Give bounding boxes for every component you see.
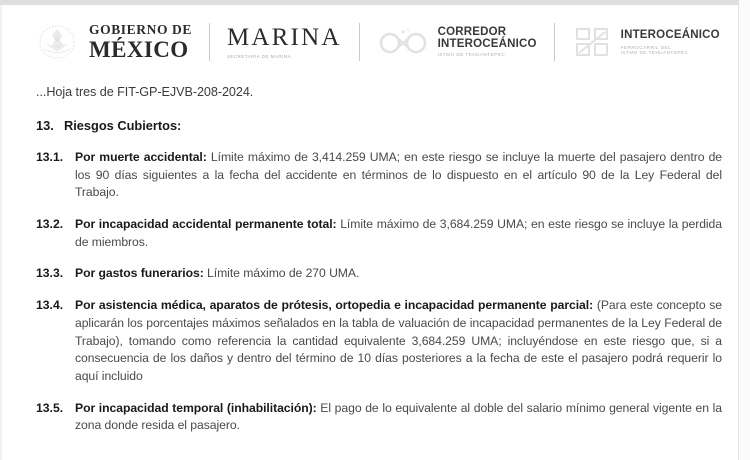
ferrocarril-line-3: ISTMO DE TEHUANTEPEC (620, 49, 689, 55)
corredor-wordmark (438, 26, 537, 58)
gobierno-de-mexico-logo (34, 19, 192, 65)
scan-right-rule (738, 5, 739, 460)
document-header (34, 14, 720, 70)
ferrocarril-istmo-tehuantepec-icon (572, 23, 612, 61)
marina-logo (227, 25, 342, 59)
header-divider-2 (359, 23, 360, 61)
ferrocarril-line-2: FERROCARRIL DEL (620, 44, 672, 50)
item-number: 13.5. (36, 400, 64, 415)
ferrocarril-line-1: INTEROCEÁNICO (620, 29, 720, 42)
item-number: 13.4. (36, 298, 64, 313)
item-text (75, 297, 722, 385)
item-text (75, 216, 722, 251)
corredor-line-2: INTEROCEÁNICO (437, 38, 537, 51)
gobierno-de-mexico-wordmark (89, 23, 192, 62)
clause-heading (36, 118, 722, 133)
ferrocarril-wordmark (621, 29, 720, 55)
scan-left-edge (0, 5, 2, 460)
item-body: Límite máximo de 3,414.259 UMA; en este riesgo se incluye la muerte del pasajero dentro de los 90 días siguientes a la fecha del accidente en términos de lo dispuesto en el artículo 90 de la Ley Federal del Trabajo. (75, 150, 723, 200)
ferrocarril-istmo-logo (572, 23, 720, 61)
gobierno-line-2: MÉXICO (89, 37, 189, 63)
corredor-interoceanico-loop-icon (377, 27, 429, 57)
clause-item (36, 265, 722, 283)
item-body: El pago de lo equivalente al doble del salario mínimo general vigente en la zona donde resida el pasajero. (75, 400, 723, 433)
item-body: (Para este concepto se aplicarán los porcentajes máximos señalados en la tabla de valuación de incapacidad permanentes de la Ley Federal de Trabajo), tomando como referencia la cantidad equivalente 3,684.259 UMA; incluyéndose en este riesgo que, si a consecuencia de los daños y dentro del término de 10 días posteriores a la fecha de este el pasajero podrá requerir lo aquí incluido (75, 298, 722, 383)
corredor-line-3: ISTMO DE TEHUANTEPEC (437, 52, 506, 58)
scan-right-margin (739, 0, 750, 460)
document-body (36, 85, 722, 449)
item-body: Límite máximo de 270 UMA. (203, 266, 360, 281)
item-lead: Por asistencia médica, aparatos de prótesis, ortopedia e incapacidad permanente parcial: (75, 298, 594, 313)
header-divider-3 (554, 23, 555, 61)
scan-top-edge (0, 0, 750, 5)
item-text (75, 265, 359, 283)
item-lead: Por incapacidad accidental permanente total: (75, 217, 337, 232)
clause-item (36, 149, 722, 202)
marina-title: MARINA (227, 23, 342, 51)
clause-number: 13. (36, 118, 54, 133)
item-lead: Por muerte accidental: (75, 150, 207, 164)
item-text (75, 149, 722, 202)
item-number: 13.1. (36, 150, 64, 164)
clause-title: Riesgos Cubiertos: (64, 118, 182, 133)
corredor-line-1: CORREDOR (437, 25, 507, 38)
header-divider-1 (209, 23, 210, 61)
clause-item (36, 297, 722, 385)
item-lead: Por gastos funerarios: (75, 266, 204, 281)
item-body: Límite máximo de 3,684.259 UMA; en este riesgo se incluye la perdida de miembros. (75, 217, 722, 249)
item-lead: Por incapacidad temporal (inhabilitación): (75, 400, 317, 415)
item-number: 13.2. (36, 217, 64, 232)
mexico-eagle-emblem-icon (34, 19, 80, 65)
marina-subtitle: SECRETARÍA DE MARINA (227, 53, 292, 59)
item-text (75, 400, 722, 435)
corredor-interoceanico-logo (377, 26, 537, 58)
clause-item (36, 216, 722, 251)
item-number: 13.3. (36, 266, 64, 281)
gobierno-line-1: GOBIERNO DE (89, 21, 192, 37)
folio-line: ...Hoja tres de FIT-GP-EJVB-208-2024. (36, 85, 254, 99)
clause-item (36, 400, 722, 435)
